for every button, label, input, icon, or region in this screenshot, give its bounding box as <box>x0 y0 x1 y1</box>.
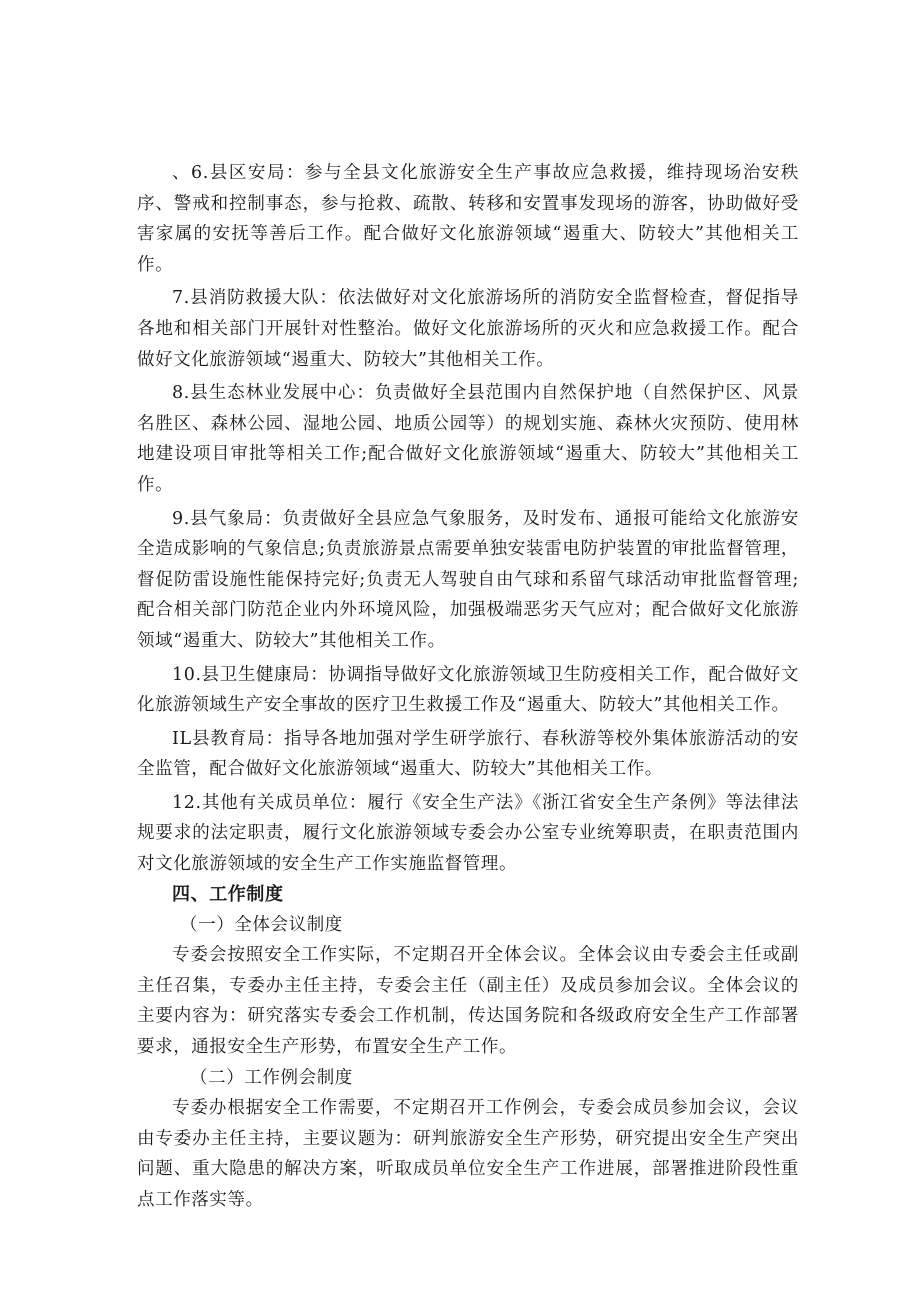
paragraph-meteorology: 9.县气象局：负责做好全县应急气象服务，及时发布、通报可能给文化旅游安全造成影响的气象信息;负责旅游景点需要单独安装雷电防护装置的审批监督管理，督促防雷设施性能保持完好;负责无人驾驶自由气球和系留气球活动审批监督管理;配合相关部门防范企业内外环境风险，加强极端恶劣天气应对；配合做好文化旅游领域“遏重大、防较大”其他相关工作。 <box>137 508 799 651</box>
paragraph-fire-rescue: 7.县消防救援大队：依法做好对文化旅游场所的消防安全监督检查，督促指导各地和相关部门开展针对性整治。做好文化旅游场所的灭火和应急救援工作。配合做好文化旅游领域“遏重大、防较大”其他相关工作。 <box>137 288 799 370</box>
paragraph-county-public-security: 、6.县区安局：参与全县文化旅游安全生产事故应急救援，维持现场治安秩序、警戒和控制事态，参与抢救、疏散、转移和安置事发现场的游客，协助做好受害家属的安抚等善后工作。配合做好文化旅游领域“遏重大、防较大”其他相关工作。 <box>137 163 799 275</box>
subsection-title-regular-meeting: （二）工作例会制度 <box>190 1067 353 1088</box>
subsection-body-plenary: 专委会按照安全工作实际，不定期召开全体会议。全体会议由专委会主任或副主任召集，专委办主任主持，专委会主任（副主任）及成员参加会议。全体会议的主要内容为：研究落实专委会工作机制，传达国务院和各级政府安全生产工作部署要求，通报安全生产形势，布置安全生产工作。 <box>137 945 799 1058</box>
subsection-title-plenary: （一）全体会议制度 <box>180 914 343 935</box>
section-heading-work-system: 四、工作制度 <box>172 883 284 905</box>
paragraph-health: 10.县卫生健康局：协调指导做好文化旅游领域卫生防疫相关工作，配合做好文化旅游领域生产安全事故的医疗卫生救援工作及“遏重大、防较大”其他相关工作。 <box>137 664 799 716</box>
document-page <box>137 158 799 1216</box>
paragraph-other-members: 12.其他有关成员单位：履行《安全生产法》《浙江省安全生产条例》等法律法规要求的法定职责，履行文化旅游领域专委会办公室专业统筹职责，在职责范围内对文化旅游领域的安全生产工作实施监督管理。 <box>137 792 799 875</box>
subsection-body-regular-meeting: 专委办根据安全工作需要，不定期召开工作例会，专委会成员参加会议，会议由专委办主任主持，主要议题为：研判旅游安全生产形势，研究提出安全生产突出问题、重大隐患的解决方案，听取成员单位安全生产工作进展，部署推进阶段性重点工作落实等。 <box>137 1098 799 1210</box>
paragraph-education: IL县教育局：指导各地加强对学生研学旅行、春秋游等校外集体旅游活动的安全监管，配合做好文化旅游领域“遏重大、防较大”其他相关工作。 <box>137 728 799 780</box>
paragraph-ecology-forestry: 8.县生态林业发展中心：负责做好全县范围内自然保护地（自然保护区、风景名胜区、森林公园、湿地公园、地质公园等）的规划实施、森林火灾预防、使用林地建设项目审批等相关工作;配合做好文化旅游领域“遏重大、防较大”其他相关工作。 <box>137 383 799 495</box>
